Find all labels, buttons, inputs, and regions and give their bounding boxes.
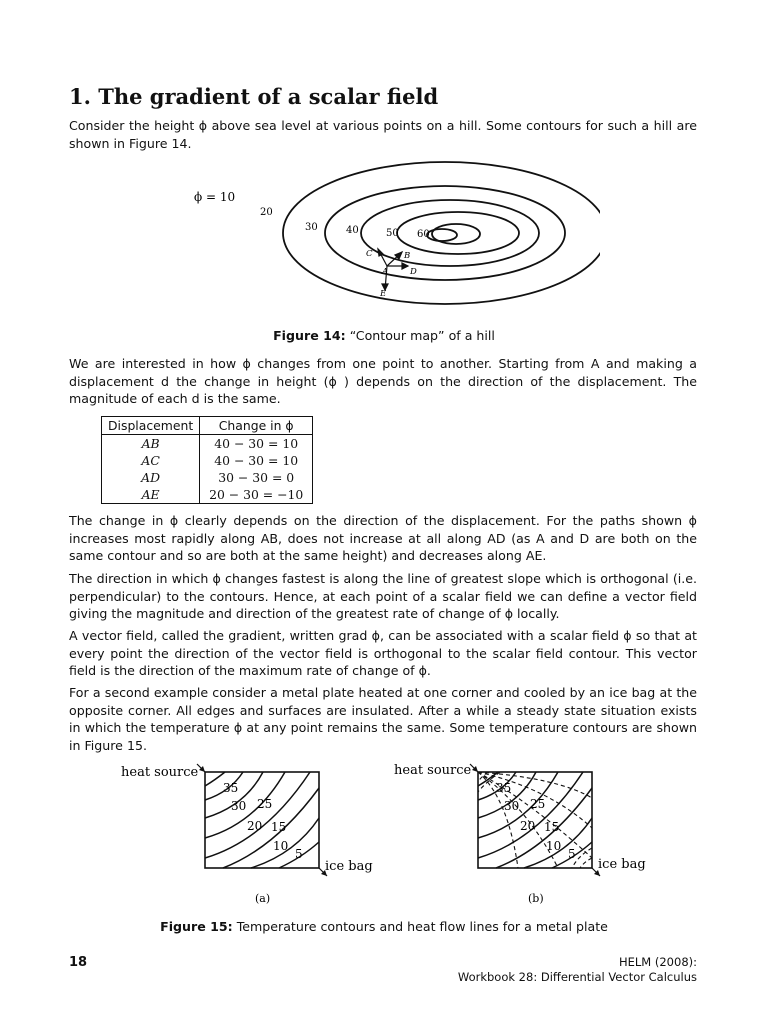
contour-b-35: 35 [496, 781, 512, 795]
figure15a [115, 758, 385, 908]
contour-a-10: 10 [273, 839, 289, 853]
contour-label-30: 30 [305, 222, 318, 233]
contour-a-35: 35 [223, 781, 239, 795]
table-cell: 20 − 30 = −10 [200, 486, 313, 504]
panel-a-label: (a) [255, 892, 271, 905]
footer-source [458, 955, 697, 985]
footer-line-2: Workbook 28: Differential Vector Calculus [457, 970, 697, 984]
displacement-table [101, 416, 313, 504]
contour-b-5: 5 [568, 847, 576, 861]
table-cell: 40 − 30 = 10 [200, 452, 313, 469]
table-cell: AD [102, 469, 200, 486]
change-paragraph: The change in ϕ clearly depends on the direction of the displacement. For the paths shown ϕ increases most rapidly along AB, does not increase at all along AD (as A and D are both on the same contour and so are both at the same height) and decreases along AE. [69, 513, 697, 563]
panel-b-label: (b) [528, 892, 544, 905]
contour-b-10: 10 [546, 839, 562, 853]
contour-a-25: 25 [257, 797, 273, 811]
contour-map-figure [180, 160, 600, 310]
heat-source-label: heat source [394, 763, 472, 778]
figure15b [388, 758, 658, 908]
contour-label-50: 50 [386, 228, 399, 239]
table-cell: AE [102, 486, 200, 504]
contour-label-40: 40 [346, 225, 359, 236]
table-cell: AC [102, 452, 200, 469]
figure14-caption [0, 328, 768, 343]
table-cell: 40 − 30 = 10 [200, 435, 313, 453]
contour-label-20: 20 [260, 207, 273, 218]
figure14-caption-text: “Contour map” of a hill [349, 328, 495, 343]
point-label-b: B [404, 251, 411, 261]
heat-source-label: heat source [121, 765, 199, 780]
figure15-caption [0, 919, 768, 934]
metal-plate-paragraph: For a second example consider a metal plate heated at one corner and cooled by an ice bag at the opposite corner. All edges and surfaces are insulated. After a while a steady state situation exists in which the temperature ϕ at any point remains the same. Some temperature contours are shown in Figure 15. [69, 685, 697, 753]
contour-label-10: ϕ = 10 [194, 190, 236, 204]
figure14-caption-label: Figure 14: [273, 328, 346, 343]
contour-40 [397, 212, 519, 254]
figure15-caption-label: Figure 15: [160, 919, 233, 934]
contour-10 [283, 162, 600, 304]
gradient-paragraph: A vector field, called the gradient, written grad ϕ, can be associated with a scalar field ϕ so that at every point the direction of the vector field is orthogonal to the scalar field contour. This vector field is the direction of the maximum rate of change of ϕ. [69, 628, 697, 678]
ice-bag-label: ice bag [598, 857, 646, 872]
table-cell: 30 − 30 = 0 [200, 469, 313, 486]
intro-paragraph: Consider the height ϕ above sea level at various points on a hill. Some contours for such a hill are shown in Figure 14. [69, 118, 697, 151]
table-row [102, 486, 313, 504]
contour-b-25: 25 [530, 797, 546, 811]
contour-label-60: 60 [417, 229, 430, 240]
table-row [102, 435, 313, 453]
contour-b-15: 15 [544, 820, 560, 834]
table-row [102, 452, 313, 469]
point-label-d: D [410, 267, 417, 277]
contour-b-20: 20 [520, 819, 536, 833]
point-label-c: C [366, 249, 373, 259]
table-row [102, 469, 313, 486]
point-label-e: E [380, 289, 387, 299]
displacement-paragraph: We are interested in how ϕ changes from one point to another. Starting from A and making a displacement d the change in height (ϕ ) depends on the direction of the displacement. The magnitude of each d is the same. [69, 356, 697, 406]
table-cell: AB [102, 435, 200, 453]
table-header-row [102, 417, 313, 435]
point-label-a: A [382, 267, 389, 277]
table-header: Displacement [102, 417, 200, 435]
contour-a-30: 30 [231, 799, 247, 813]
contour-b-30: 30 [504, 799, 520, 813]
ice-bag-label: ice bag [325, 859, 373, 874]
contour-a-5: 5 [295, 847, 303, 861]
table-header: Change in ϕ [200, 417, 313, 435]
figure15-caption-text: Temperature contours and heat flow lines for a metal plate [236, 919, 608, 934]
page-number: 18 [69, 955, 88, 970]
direction-paragraph: The direction in which ϕ changes fastest is along the line of greatest slope which is orthogonal (i.e. perpendicular) to the contours. Hence, at each point of a scalar field we can define a vector field giving the magnitude and direction of the greatest rate of change of ϕ locally. [69, 571, 697, 621]
contour-a-15: 15 [271, 820, 287, 834]
contour-a-20: 20 [247, 819, 263, 833]
section-heading: 1. The gradient of a scalar field [69, 84, 439, 109]
footer-line-1: HELM (2008): [618, 955, 697, 969]
